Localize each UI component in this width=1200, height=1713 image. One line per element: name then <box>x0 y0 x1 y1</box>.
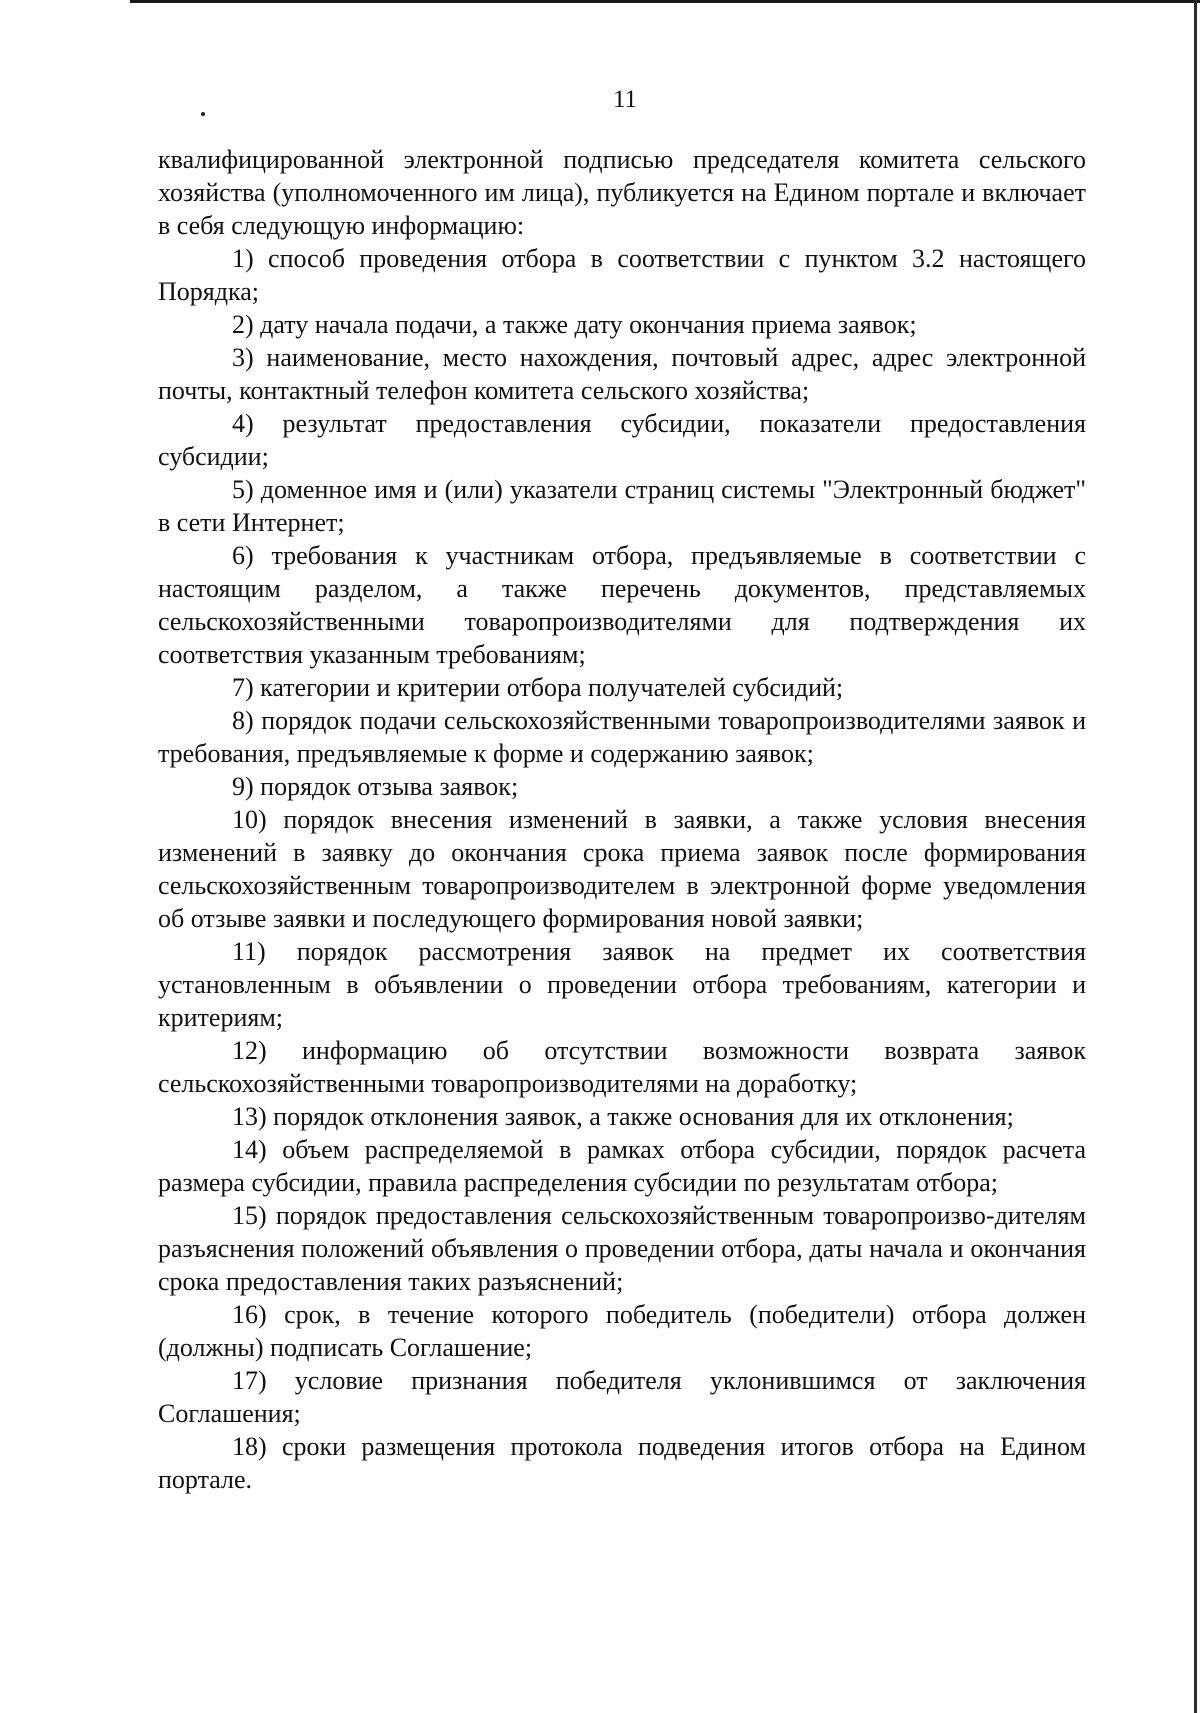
intro-paragraph: квалифицированной электронной подписью председателя комитета сельского хозяйства (уполномоченного им лица), публикуется на Едином портале и включает в себя следующую информацию: <box>158 145 1086 240</box>
scan-edge-right <box>1194 0 1197 1713</box>
list-item: 17) условие признания победителя уклонившимся от заключения Соглашения; <box>158 1366 1086 1428</box>
list-item: 8) порядок подачи сельскохозяйственными товаропроизводителями заявок и требования, предъявляемые к форме и содержанию заявок; <box>158 706 1086 768</box>
page-number: 11 <box>612 86 638 113</box>
list-item: 10) порядок внесения изменений в заявки, а также условия внесения изменений в заявку до окончания срока приема заявок после формирования сельскохозяйственным товаропроизводителем в электронной форме уведомления об отзыве заявки и последующего формирования новой заявки; <box>158 805 1086 933</box>
list-item: 18) сроки размещения протокола подведения итогов отбора на Едином портале. <box>158 1432 1086 1494</box>
list-item: 9) порядок отзыва заявок; <box>232 772 519 801</box>
list-item: 4) результат предоставления субсидии, показатели предоставления субсидии; <box>158 409 1086 471</box>
list-item: 11) порядок рассмотрения заявок на предмет их соответствия установленным в объявлении о проведении отбора требованиям, категории и критериям; <box>158 937 1086 1032</box>
list-item: 2) дату начала подачи, а также дату окончания приема заявок; <box>232 310 917 339</box>
list-item: 6) требования к участникам отбора, предъявляемые в соответствии с настоящим разделом, а также перечень документов, представляемых сельскохозяйственными товаропроизводителями для подтверждения их соответствия указанным требованиям; <box>158 541 1086 669</box>
scan-edge-top <box>130 0 1200 3</box>
document-body <box>158 143 1086 1496</box>
list-item: 5) доменное имя и (или) указатели страниц системы "Электронный бюджет" в сети Интернет; <box>158 475 1086 537</box>
list-item: 16) срок, в течение которого победитель (победители) отбора должен (должны) подписать Соглашение; <box>158 1300 1086 1362</box>
list-item: 7) категории и критерии отбора получателей субсидий; <box>232 673 844 702</box>
list-item: 13) порядок отклонения заявок, а также основания для их отклонения; <box>232 1102 1014 1131</box>
list-item: 12) информацию об отсутствии возможности возврата заявок сельскохозяйственными товаропроизводителями на доработку; <box>158 1036 1086 1098</box>
list-item: 3) наименование, место нахождения, почтовый адрес, адрес электронной почты, контактный телефон комитета сельского хозяйства; <box>158 343 1086 405</box>
list-item: 1) способ проведения отбора в соответствии с пунктом 3.2 настоящего Порядка; <box>158 244 1086 306</box>
list-item: 14) объем распределяемой в рамках отбора субсидии, порядок расчета размера субсидии, правила распределения субсидии по результатам отбора; <box>158 1135 1086 1197</box>
list-item: 15) порядок предоставления сельскохозяйственным товаропроизво-дителям разъяснения положений объявления о проведении отбора, даты начала и окончания срока предоставления таких разъяснений; <box>158 1201 1086 1296</box>
